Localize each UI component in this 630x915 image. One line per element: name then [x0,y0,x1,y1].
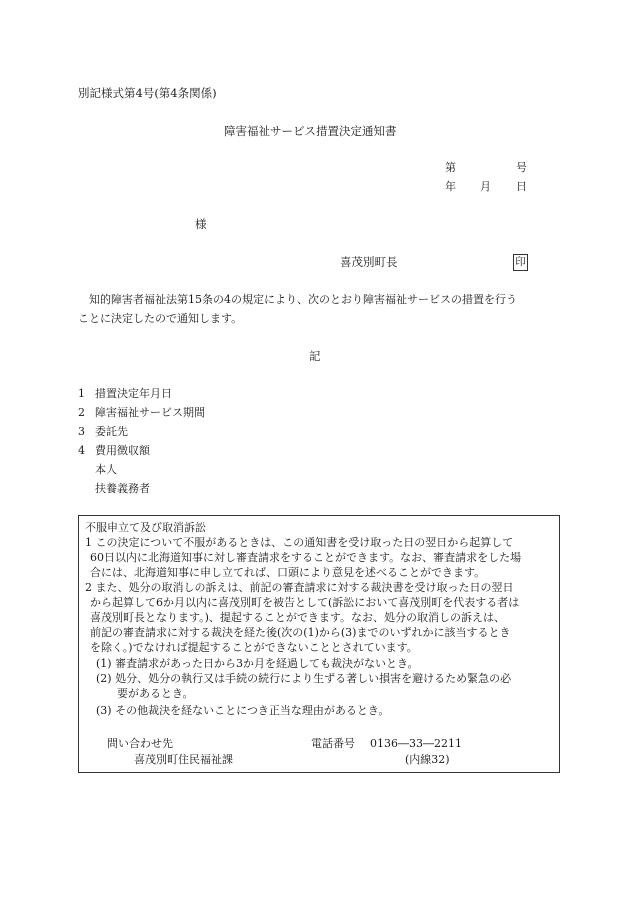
seal-stamp: 印 [513,254,528,271]
body-line-1: 知的障害者福祉法第15条の4の規定により、次のとおり障害福祉サービスの措置を行う [89,293,517,306]
item-label: 委託先 [95,425,128,438]
item-label: 障害福祉サービス期間 [95,406,205,419]
phone-number: 0136―33―2211 [370,737,462,750]
notice-line: 60日以内に北海道知事に対し審査請求をすることができます。なお、審査請求をした場 [90,551,522,564]
notice-line: 要があるとき。 [117,687,194,700]
sub-item-honnin: 本人 [95,463,117,476]
date-year: 年 [445,180,456,193]
issuer-name: 喜茂別町長 [340,255,398,269]
item-label: 措置決定年月日 [95,387,172,400]
number-dai: 第 [445,161,456,174]
notice-line: (3) その他裁決を経ないことにつき正当な理由があるとき。 [96,704,390,717]
item-no: 4 [78,444,85,457]
notice-line: 前記の審査請求に対する裁決を経た後(次の(1)から(3)までのいずれかに該当するとき [90,626,511,639]
date-month: 月 [480,180,491,193]
form-code: 別記様式第4号(第4条関係) [78,86,217,100]
notice-line: 1 この決定について不服があるときは、この通知書を受け取った日の翌日から起算して [85,536,514,549]
department-name: 喜茂別町住民福祉課 [134,753,233,766]
ki-heading: 記 [309,349,321,363]
number-go: 号 [516,161,527,174]
item-no: 1 [78,387,85,400]
item-no: 3 [78,425,85,438]
notice-line: 喜茂別町長となります。)、提起することができます。なお、処分の取消しの訴えは、 [90,611,506,624]
notice-line: 2 また、処分の取消しの訴えは、前記の審査請求に対する裁決書を受け取った日の翌日 [85,581,514,594]
notice-line: から起算して6か月以内に喜茂別町を被告として(訴訟において喜茂別町を代表する者は [90,596,520,609]
addressee-suffix: 様 [195,217,207,231]
document-title: 障害福祉サービス措置決定通知書 [224,124,397,138]
item-label: 費用徴収額 [95,444,150,457]
sub-item-fuyou: 扶養義務者 [95,482,150,495]
date-day: 日 [516,180,527,193]
phone-extension: (内線32) [405,753,450,766]
appeal-notice-box [78,515,560,773]
notice-line: (2) 処分、処分の執行又は手続の続行により生ずる著しい損害を避けるため緊急の必 [96,672,512,685]
body-line-2: ことに決定したので通知します。 [78,312,243,325]
notice-heading: 不服申立て及び取消訴訟 [85,521,206,534]
contact-label: 問い合わせ先 [107,737,173,750]
notice-line: 合には、北海道知事に申し立てれば、口頭により意見を述べることができます。 [90,566,486,579]
phone-label: 電話番号 [311,737,355,750]
item-no: 2 [78,406,85,419]
notice-line: を除く。)でなければ提起することができないこととされています。 [90,641,418,654]
notice-line: (1) 審査請求があった日から3か月を経過しても裁決がないとき。 [96,657,419,670]
